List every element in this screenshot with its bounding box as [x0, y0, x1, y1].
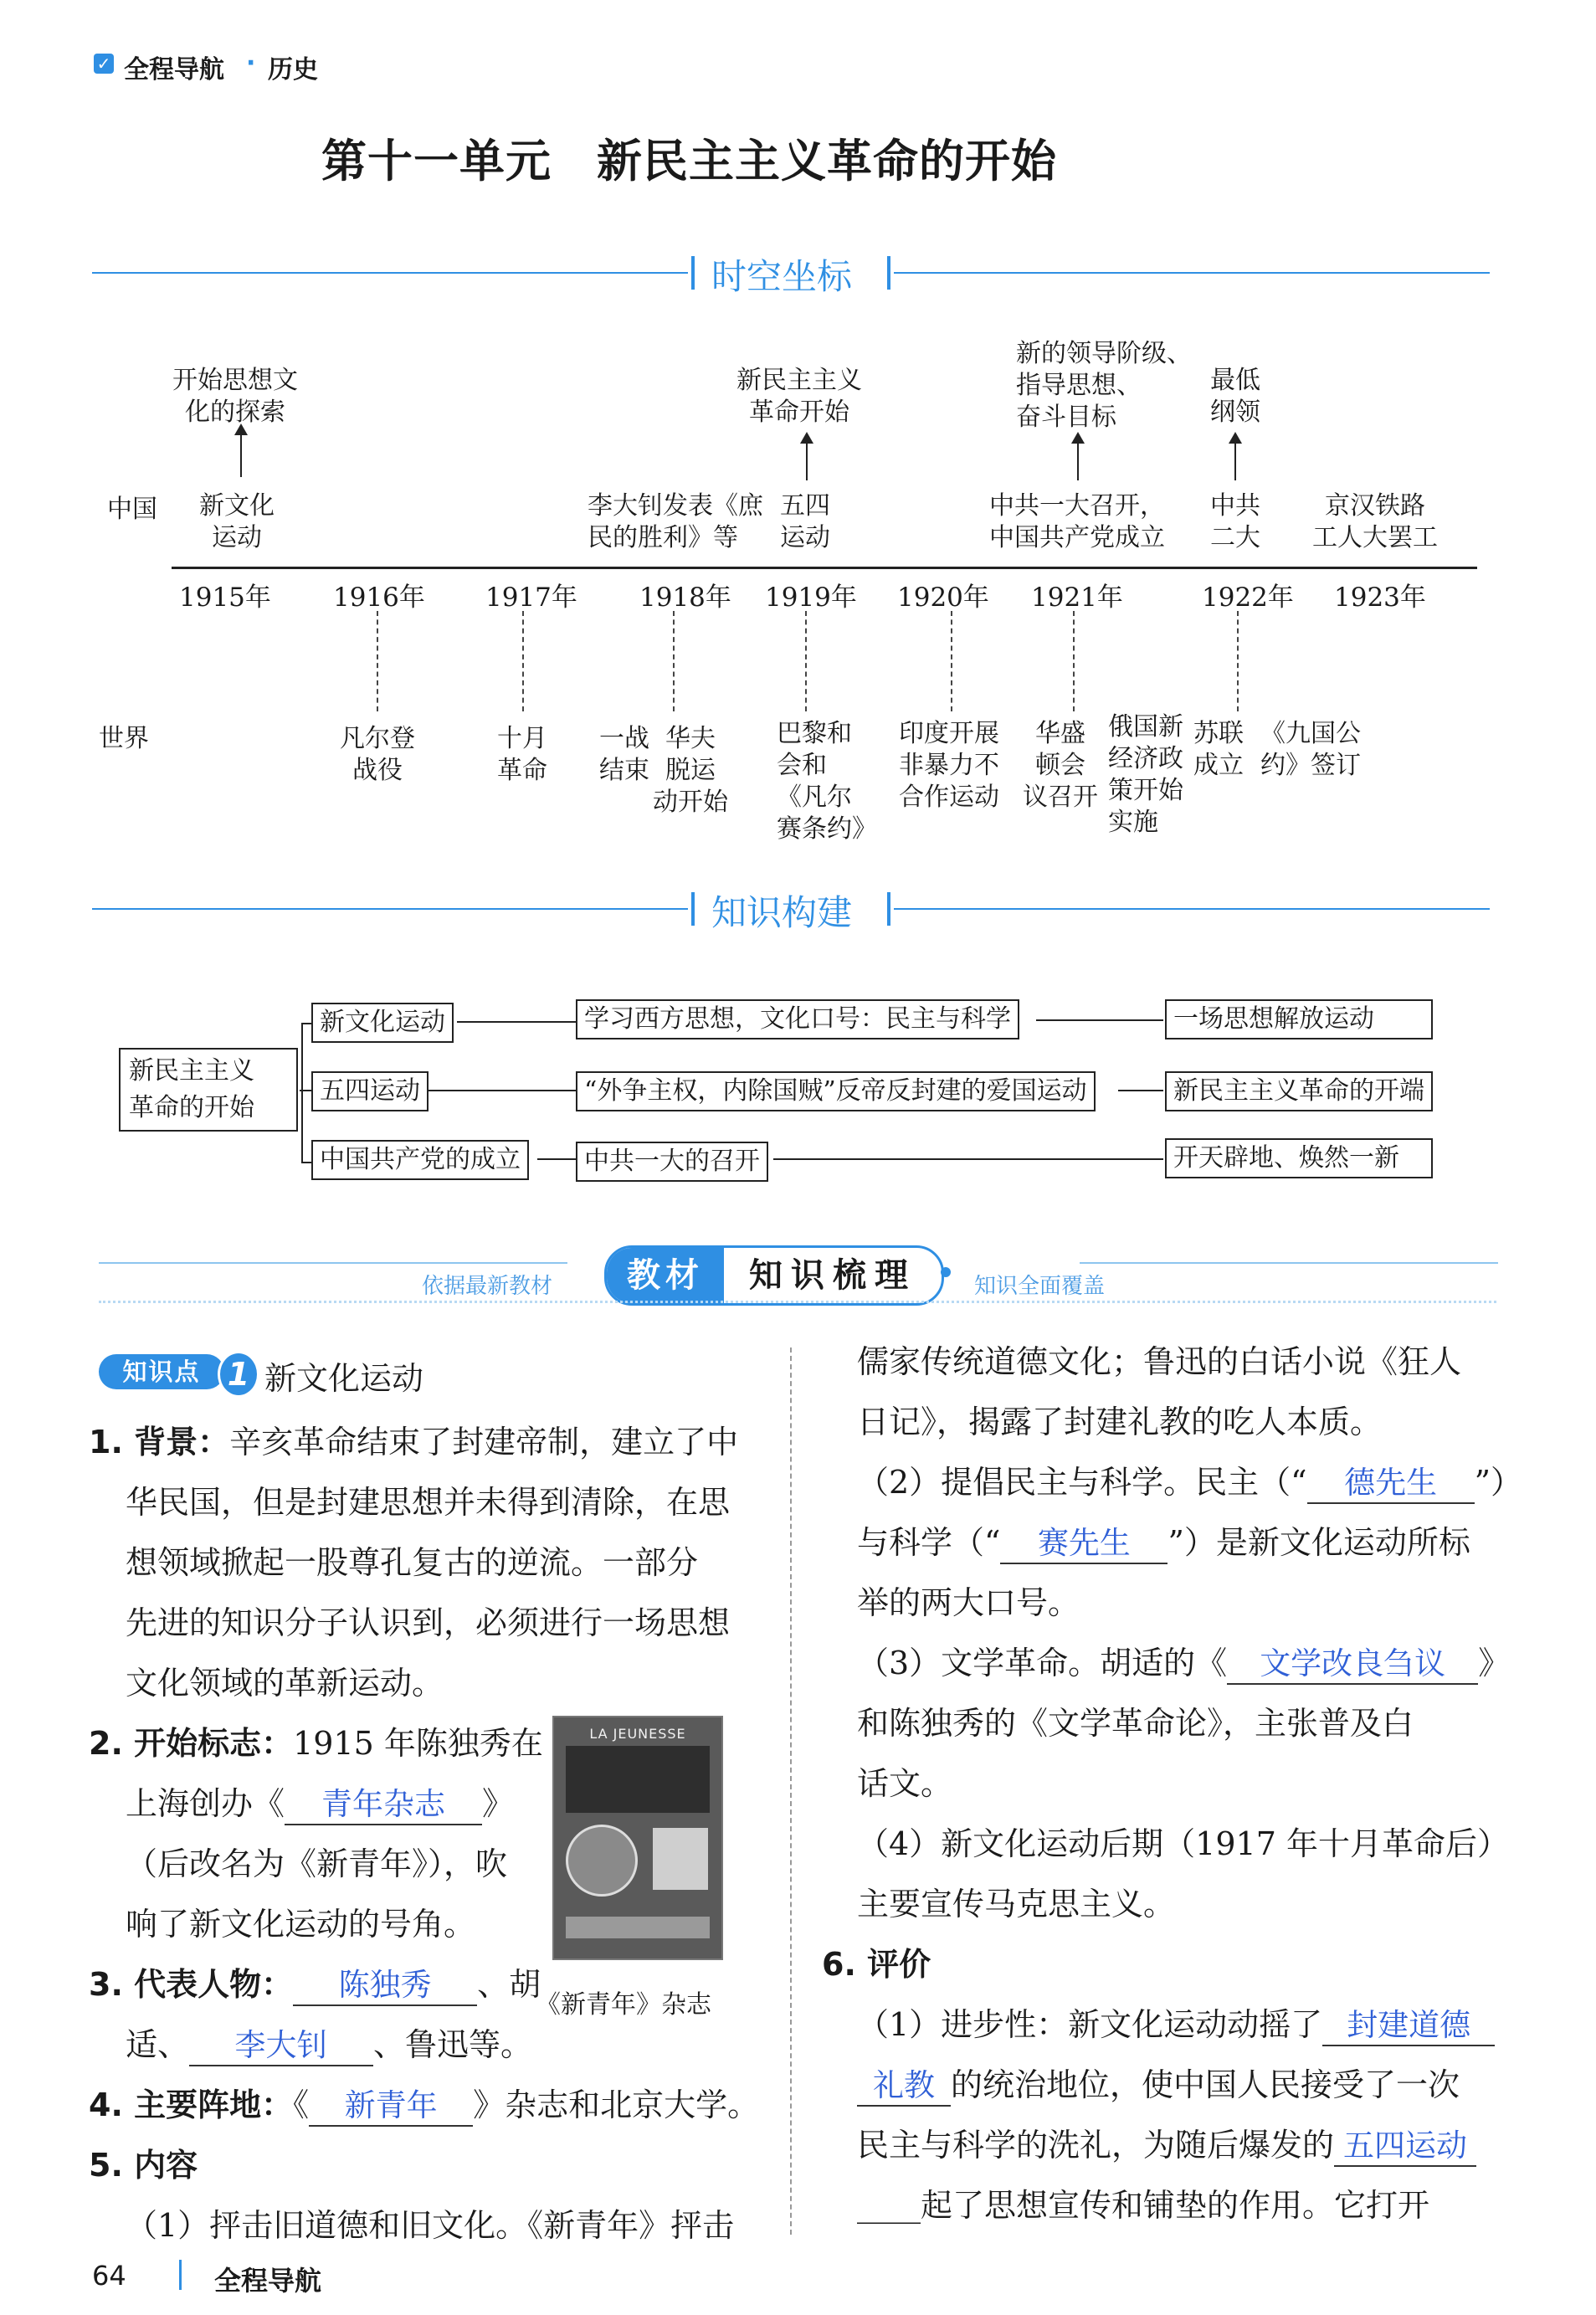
- timeline-world-label: 世界: [99, 724, 149, 753]
- left-p2-line: [126, 1778, 514, 1825]
- section-rule-left: [92, 908, 688, 910]
- blank-fill-in[interactable]: 新青年: [309, 2087, 473, 2127]
- map-topic: 中国共产党的成立: [311, 1140, 529, 1180]
- right-heading: 6. 评价: [822, 1946, 931, 1983]
- photo-label-block: [653, 1828, 708, 1890]
- year-label: 1919年: [765, 583, 857, 613]
- left-p5-line: （1）抨击旧道德和旧文化。《新青年》抨击: [126, 2207, 735, 2244]
- blank-continuation: ____: [857, 2187, 921, 2224]
- map-connector: [427, 1090, 576, 1091]
- year-label: 1923年: [1334, 583, 1426, 613]
- left-p2-line: （后改名为《新青年》），吹: [126, 1845, 508, 1882]
- map-connector: [1036, 1019, 1163, 1021]
- note-nine-power: 《九国公 约》签订: [1260, 719, 1361, 780]
- page-number: 64: [92, 2260, 126, 2292]
- left-p1-line: [89, 1416, 738, 1462]
- map-root: 新民主主义 革命的开始: [119, 1048, 298, 1132]
- left-p4-line: [89, 2079, 759, 2127]
- note-program-top: 最低 纲领: [1210, 366, 1260, 427]
- unit-name: 新民主主义革命的开始: [597, 135, 1057, 187]
- section-bar-right: [887, 256, 890, 290]
- section-bar-left: [691, 256, 695, 290]
- blank-fill-in[interactable]: 德先生: [1307, 1464, 1475, 1504]
- connector: [1077, 442, 1079, 480]
- left-p3-line: [89, 1958, 541, 2006]
- year-label: 1917年: [485, 583, 577, 613]
- right-line: 和陈独秀的《文学革命论》，主张普及白: [857, 1705, 1414, 1742]
- note-wafd: 华夫 脱运 动开始: [653, 724, 728, 817]
- left-p1-line: 华民国，但是封建思想并未得到清除，在思: [126, 1484, 731, 1521]
- section-rule-left: [92, 272, 688, 274]
- right-line: ____起了思想宣传和铺垫的作用。它打开: [857, 2187, 1430, 2224]
- map-result: 新民主主义革命的开端: [1165, 1071, 1433, 1111]
- note-nep: 俄国新 经济政 策开始 实施: [1108, 712, 1183, 837]
- map-connector: [457, 1021, 576, 1023]
- photo-band: [566, 1746, 710, 1813]
- right-line: 民主与科学的洗礼，为随后爆发的 五四运动: [857, 2119, 1476, 2167]
- banner-right-note: 知识全面覆盖: [974, 1274, 1106, 1299]
- blank-fill-in[interactable]: 赛先生: [1000, 1524, 1167, 1564]
- year-label: 1918年: [639, 583, 731, 613]
- note-ccp: 中共一大召开， 中国共产党成立: [989, 491, 1165, 552]
- map-connector: [537, 1158, 576, 1160]
- timeline-china-label: 中国: [107, 495, 157, 524]
- p3-text: 适、: [126, 2026, 190, 2063]
- knowledge-point-badge: [99, 1353, 258, 1391]
- banner-rule: [99, 1262, 567, 1264]
- portrait-icon: [566, 1825, 638, 1897]
- section-title-timeline: 时空坐标: [711, 256, 853, 297]
- section-rule-right: [894, 908, 1490, 910]
- p2-text: 》: [482, 1785, 515, 1822]
- check-icon: ✓: [94, 54, 114, 74]
- year-label: 1916年: [333, 583, 425, 613]
- section-rule-right: [894, 272, 1490, 274]
- note-new-culture: 新文化 运动: [199, 491, 275, 552]
- right-line: 礼教 的统治地位，使中国人民接受了一次: [857, 2059, 1460, 2107]
- p2-text: 1915 年陈独秀在: [293, 1725, 543, 1762]
- left-p1-line: 文化领域的革新运动。: [126, 1665, 444, 1702]
- note-li-dazhao: 李大钊发表《庶 民的胜利》等: [588, 491, 763, 552]
- section-bar-left: [691, 892, 695, 926]
- knowledge-point-label: 知识点: [99, 1354, 224, 1389]
- note-verdun: 凡尔登 战役: [340, 724, 415, 785]
- note-second-congress: 中共 二大: [1210, 491, 1260, 552]
- header-book: 全程导航: [124, 55, 224, 85]
- banner-tag-a: 教材: [607, 1248, 724, 1303]
- dashed-connector: [951, 611, 952, 711]
- note-india: 印度开展 非暴力不 合作运动: [899, 719, 999, 812]
- blank-fill-in[interactable]: 礼教: [857, 2066, 951, 2107]
- year-label: 1920年: [897, 583, 989, 613]
- magazine-cover-image: [552, 1716, 723, 1960]
- connector: [1234, 442, 1236, 480]
- connector: [806, 442, 808, 480]
- blank-fill-in[interactable]: 陈独秀: [293, 1966, 477, 2006]
- knowledge-point-number: 1: [218, 1351, 259, 1398]
- note-october: 十月 革命: [497, 724, 547, 785]
- photo-caption: 《新青年》杂志: [536, 1990, 711, 2020]
- blank-fill-in[interactable]: 文学改良刍议: [1227, 1645, 1478, 1685]
- right-line: （1）进步性：新文化运动动摇了 封建道德: [857, 1999, 1495, 2046]
- p2-label: 2. 开始标志：: [89, 1725, 294, 1762]
- left-p1-line: 先进的知识分子认识到，必须进行一场思想: [126, 1604, 731, 1641]
- left-p5-label: 5. 内容: [89, 2147, 198, 2184]
- dashed-connector: [1073, 611, 1075, 711]
- photo-footer-band: [566, 1917, 710, 1938]
- p3-text: 、鲁迅等。: [373, 2026, 533, 2063]
- map-topic: 新文化运动: [311, 1003, 454, 1043]
- dashed-connector: [377, 611, 378, 711]
- note-new-culture-top: 开始思想文 化的探索: [172, 366, 298, 427]
- left-p1-line: 想领域掀起一股尊孔复古的逆流。一部分: [126, 1544, 699, 1581]
- photo-title: LA JEUNESSE: [589, 1726, 686, 1742]
- year-label: 1921年: [1031, 583, 1123, 613]
- footer-book: 全程导航: [214, 2265, 322, 2297]
- banner-rule: [1080, 1262, 1498, 1264]
- note-new-democracy-top: 新民主主义 革命开始: [736, 366, 862, 427]
- right-line: 儒家传统道德文化；鲁迅的白话小说《狂人: [857, 1343, 1462, 1380]
- year-label: 1915年: [179, 583, 271, 613]
- p4-label: 4. 主要阵地：: [89, 2087, 294, 2123]
- right-line: 话文。: [857, 1765, 953, 1802]
- section-title-knowledge: 知识构建: [711, 892, 853, 933]
- right-line: （2）提倡民主与科学。民主（“ 德先生 ”）: [857, 1456, 1522, 1504]
- year-label: 1922年: [1202, 583, 1294, 613]
- map-connector: [773, 1158, 1163, 1160]
- map-detail: 中共一大的召开: [576, 1142, 768, 1182]
- map-connector: [1118, 1090, 1163, 1091]
- note-wwi-end: 一战 结束: [599, 724, 649, 785]
- map-detail: “外争主权，内除国贼”反帝反封建的爱国运动: [576, 1071, 1096, 1111]
- map-result: 一场思想解放运动: [1165, 999, 1433, 1039]
- p1-text: 辛亥革命结束了封建帝制，建立了中: [229, 1424, 739, 1460]
- p2-text: 上海创办《: [126, 1785, 285, 1822]
- right-line: 举的两大口号。: [857, 1584, 1080, 1621]
- knowledge-point-title: 新文化运动: [264, 1360, 424, 1397]
- unit-title: [321, 126, 1057, 190]
- p3-label: 3. 代表人物：: [89, 1966, 294, 2003]
- dashed-connector: [1237, 611, 1239, 711]
- map-topic: 五四运动: [311, 1071, 429, 1111]
- blank-fill-in[interactable]: 五四运动: [1334, 2127, 1476, 2167]
- blank-fill-in[interactable]: 青年杂志: [285, 1785, 482, 1825]
- left-p3-line: [126, 2019, 532, 2066]
- dashed-connector: [673, 611, 675, 711]
- right-line: （4）新文化运动后期（1917 年十月革命后）: [857, 1825, 1509, 1862]
- map-detail: 学习西方思想，文化口号：民主与科学: [576, 999, 1019, 1039]
- footer-divider: [179, 2260, 182, 2290]
- unit-number: 第十一单元: [321, 135, 552, 187]
- p3-text: 、胡: [477, 1966, 541, 2003]
- right-line: 日记》，揭露了封建礼教的吃人本质。: [857, 1404, 1383, 1440]
- banner-left-note: 依据最新教材: [422, 1274, 553, 1299]
- header-subject: 历史: [268, 55, 318, 85]
- p1-label: 1. 背景：: [89, 1424, 230, 1460]
- dot-icon: [941, 1267, 951, 1277]
- right-line: （3）文学革命。胡适的《 文学改良刍议 》: [857, 1637, 1510, 1685]
- right-line: 主要宣传马克思主义。: [857, 1886, 1176, 1922]
- blank-fill-in[interactable]: 李大钊: [189, 2026, 373, 2066]
- note-paris: 巴黎和 会和 《凡尔 赛条约》: [777, 719, 877, 844]
- right-line: 与科学（“ 赛先生 ”）是新文化运动所标: [857, 1517, 1470, 1564]
- section-bar-right: [887, 892, 890, 926]
- p4-text: 《: [293, 2087, 310, 2123]
- note-may-fourth: 五四 运动: [780, 491, 830, 552]
- blank-fill-in[interactable]: 封建道德: [1322, 2006, 1495, 2046]
- dashed-connector: [805, 611, 807, 711]
- p4-text: 》杂志和北京大学。: [473, 2087, 760, 2123]
- header-separator: ·: [246, 49, 256, 78]
- column-divider: [790, 1347, 792, 2235]
- note-ussr: 苏联 成立: [1193, 719, 1244, 780]
- note-strike: 京汉铁路 工人大罢工: [1312, 491, 1438, 552]
- banner-dotted-rule: [99, 1301, 1496, 1303]
- dashed-connector: [522, 611, 524, 711]
- connector: [240, 434, 242, 477]
- banner-tag-b: 知识梳理: [749, 1256, 916, 1295]
- timeline-axis: [172, 567, 1477, 569]
- note-washington: 华盛 顿会 议召开: [1023, 719, 1098, 812]
- note-ccp-top: 新的领导阶级、 指导思想、 奋斗目标: [1016, 339, 1192, 432]
- map-result: 开天辟地、焕然一新: [1165, 1138, 1433, 1178]
- banner: [604, 1245, 944, 1306]
- left-p2-line: 响了新文化运动的号角。: [126, 1906, 476, 1943]
- left-p2-line: [89, 1717, 543, 1763]
